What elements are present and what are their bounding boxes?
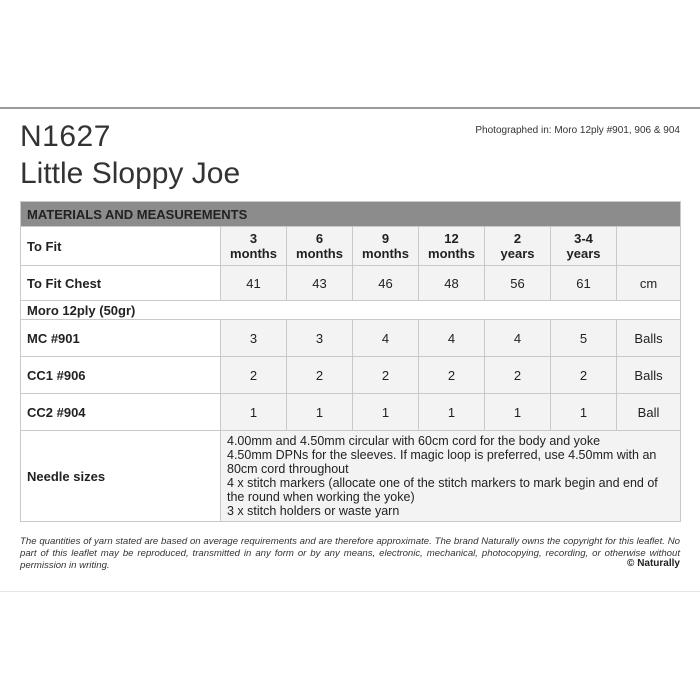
yarn-qty: 1: [353, 394, 419, 431]
size-cell: 3 months: [221, 227, 287, 266]
yarn-qty: 2: [419, 357, 485, 394]
yarn-heading-row: [21, 301, 681, 320]
yarn-qty: 5: [551, 320, 617, 357]
chest-unit: cm: [617, 266, 681, 301]
yarn-row: [21, 320, 681, 357]
yarn-qty: 1: [221, 394, 287, 431]
yarn-row-label: CC2 #904: [21, 394, 221, 431]
size-cell: 6 months: [287, 227, 353, 266]
yarn-qty: 4: [353, 320, 419, 357]
yarn-row: [21, 394, 681, 431]
chest-value: 56: [485, 266, 551, 301]
size-cell: 12 months: [419, 227, 485, 266]
size-row: [21, 227, 681, 266]
needle-sizes-label: Needle sizes: [21, 431, 221, 522]
materials-table: [20, 201, 681, 522]
yarn-row-label: MC #901: [21, 320, 221, 357]
yarn-qty: 1: [551, 394, 617, 431]
chest-value: 43: [287, 266, 353, 301]
chest-value: 41: [221, 266, 287, 301]
copyright-notice: © Naturally: [627, 558, 680, 569]
unit-cell-empty: [617, 227, 681, 266]
yarn-qty: 1: [287, 394, 353, 431]
chest-value: 48: [419, 266, 485, 301]
size-cell: 2 years: [485, 227, 551, 266]
yarn-qty: 1: [419, 394, 485, 431]
size-cell: 9 months: [353, 227, 419, 266]
yarn-qty: 2: [221, 357, 287, 394]
chest-value: 46: [353, 266, 419, 301]
needle-sizes-row: [21, 431, 681, 522]
pattern-title: Little Sloppy Joe: [20, 157, 241, 190]
section-title: MATERIALS AND MEASUREMENTS: [21, 202, 681, 227]
yarn-label: Moro 12ply (50gr): [21, 301, 681, 320]
yarn-qty: 2: [485, 357, 551, 394]
needle-line: 3 x stitch holders or waste yarn: [227, 504, 400, 518]
yarn-unit: Ball: [617, 394, 681, 431]
needle-line: 4.50mm DPNs for the sleeves. If magic loop is preferred, use 4.50mm with an 80cm cord throughout: [227, 448, 657, 476]
yarn-qty: 2: [551, 357, 617, 394]
yarn-qty: 3: [287, 320, 353, 357]
needle-sizes-text: [221, 431, 681, 522]
yarn-row-label: CC1 #906: [21, 357, 221, 394]
yarn-unit: Balls: [617, 357, 681, 394]
chest-row: [21, 266, 681, 301]
yarn-row: [21, 357, 681, 394]
needle-line: 4.00mm and 4.50mm circular with 60cm cord for the body and yoke: [227, 434, 601, 448]
top-divider: [0, 107, 700, 109]
chest-label: To Fit Chest: [21, 266, 221, 301]
yarn-qty: 1: [485, 394, 551, 431]
photographed-in-note: Photographed in: Moro 12ply #901, 906 & 904: [475, 125, 680, 136]
yarn-qty: 4: [419, 320, 485, 357]
size-cell: 3-4 years: [551, 227, 617, 266]
bottom-divider: [0, 591, 700, 592]
yarn-qty: 2: [287, 357, 353, 394]
pattern-code: N1627: [20, 120, 111, 153]
yarn-qty: 4: [485, 320, 551, 357]
yarn-qty: 3: [221, 320, 287, 357]
section-header-row: [21, 202, 681, 227]
yarn-qty: 2: [353, 357, 419, 394]
to-fit-label: To Fit: [21, 227, 221, 266]
yarn-unit: Balls: [617, 320, 681, 357]
disclaimer-text: The quantities of yarn stated are based on average requirements and are therefore approximate. The brand Naturally owns the copyright for this leaflet. No part of this leaflet may be reproduced, transmitted in any form or by any means, electronic, mechanical, photocopying, recording, or otherwise without permission in writing.: [20, 536, 680, 571]
chest-value: 61: [551, 266, 617, 301]
needle-line: 4 x stitch markers (allocate one of the stitch markers to mark begin and end of the round when working the yoke): [227, 476, 658, 504]
